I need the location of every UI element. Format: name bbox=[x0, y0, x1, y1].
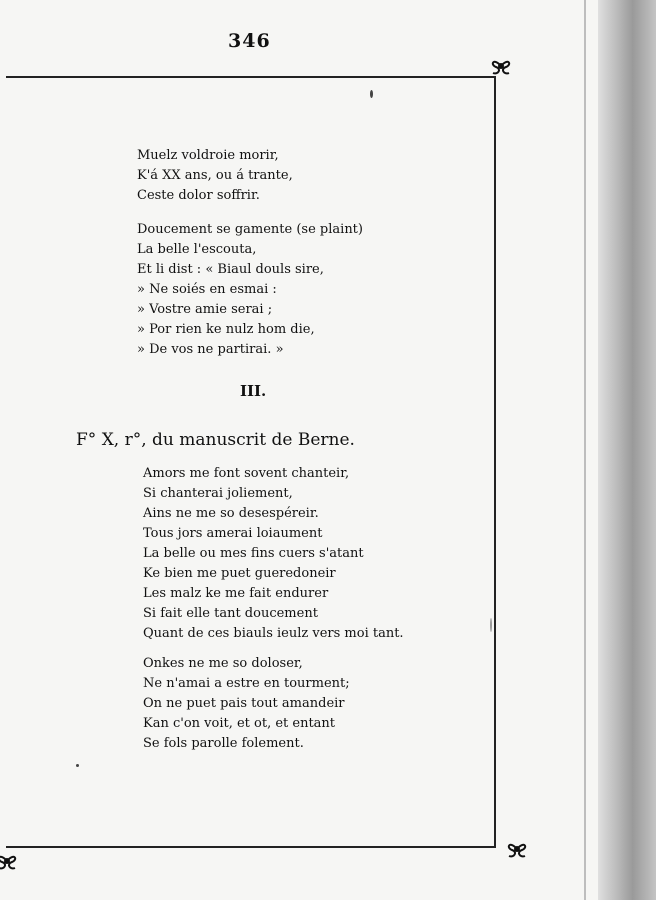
ink-speck bbox=[76, 764, 79, 767]
verse-line: » Por rien ke nulz hom die, bbox=[137, 322, 315, 337]
verse-line: Si chanterai joliement, bbox=[143, 486, 293, 501]
page-number: 346 bbox=[228, 30, 271, 52]
ink-speck bbox=[490, 618, 492, 632]
verse-line: Si fait elle tant doucement bbox=[143, 606, 318, 621]
book-gutter-shadow bbox=[598, 0, 656, 900]
verse-line: Muelz voldroie morir, bbox=[137, 148, 279, 163]
verse-line: Amors me font sovent chanteir, bbox=[143, 466, 350, 481]
verse-line: Onkes ne me so doloser, bbox=[143, 656, 303, 671]
verse-line: Ceste dolor soffrir. bbox=[137, 188, 260, 203]
verse-line: Quant de ces biauls ieulz vers moi tant. bbox=[143, 626, 404, 641]
verse-line: » De vos ne partirai. » bbox=[137, 342, 284, 357]
verse-line: Ains ne me so desespéreir. bbox=[143, 506, 319, 521]
verse-line: La belle ou mes fins cuers s'atant bbox=[143, 546, 364, 561]
flourish-ornament-icon bbox=[504, 836, 530, 862]
verse-line: Ne n'amai a estre en tourment; bbox=[143, 676, 350, 691]
verse-line: Se fols parolle folement. bbox=[143, 736, 304, 751]
verse-line: La belle l'escouta, bbox=[137, 242, 257, 257]
page-edge bbox=[584, 0, 586, 900]
flourish-ornament-icon bbox=[0, 848, 20, 874]
verse-line: On ne puet pais tout amandeir bbox=[143, 696, 345, 711]
section-heading: F° X, r°, du manuscrit de Berne. bbox=[76, 430, 355, 450]
verse-line: » Vostre amie serai ; bbox=[137, 302, 273, 317]
verse-line: Tous jors amerai loiaument bbox=[143, 526, 323, 541]
verse-line: Les malz ke me fait endurer bbox=[143, 586, 329, 601]
ink-speck bbox=[370, 90, 373, 98]
verse-line: Ke bien me puet gueredoneir bbox=[143, 566, 336, 581]
flourish-ornament-icon bbox=[488, 53, 514, 79]
verse-line: Doucement se gamente (se plaint) bbox=[137, 222, 363, 237]
section-number: III. bbox=[240, 382, 267, 400]
verse-line: Et li dist : « Biaul douls sire, bbox=[137, 262, 324, 277]
verse-line: K'á XX ans, ou á trante, bbox=[137, 168, 293, 183]
verse-line: Kan c'on voit, et ot, et entant bbox=[143, 716, 336, 731]
verse-line: » Ne soiés en esmai : bbox=[137, 282, 277, 297]
